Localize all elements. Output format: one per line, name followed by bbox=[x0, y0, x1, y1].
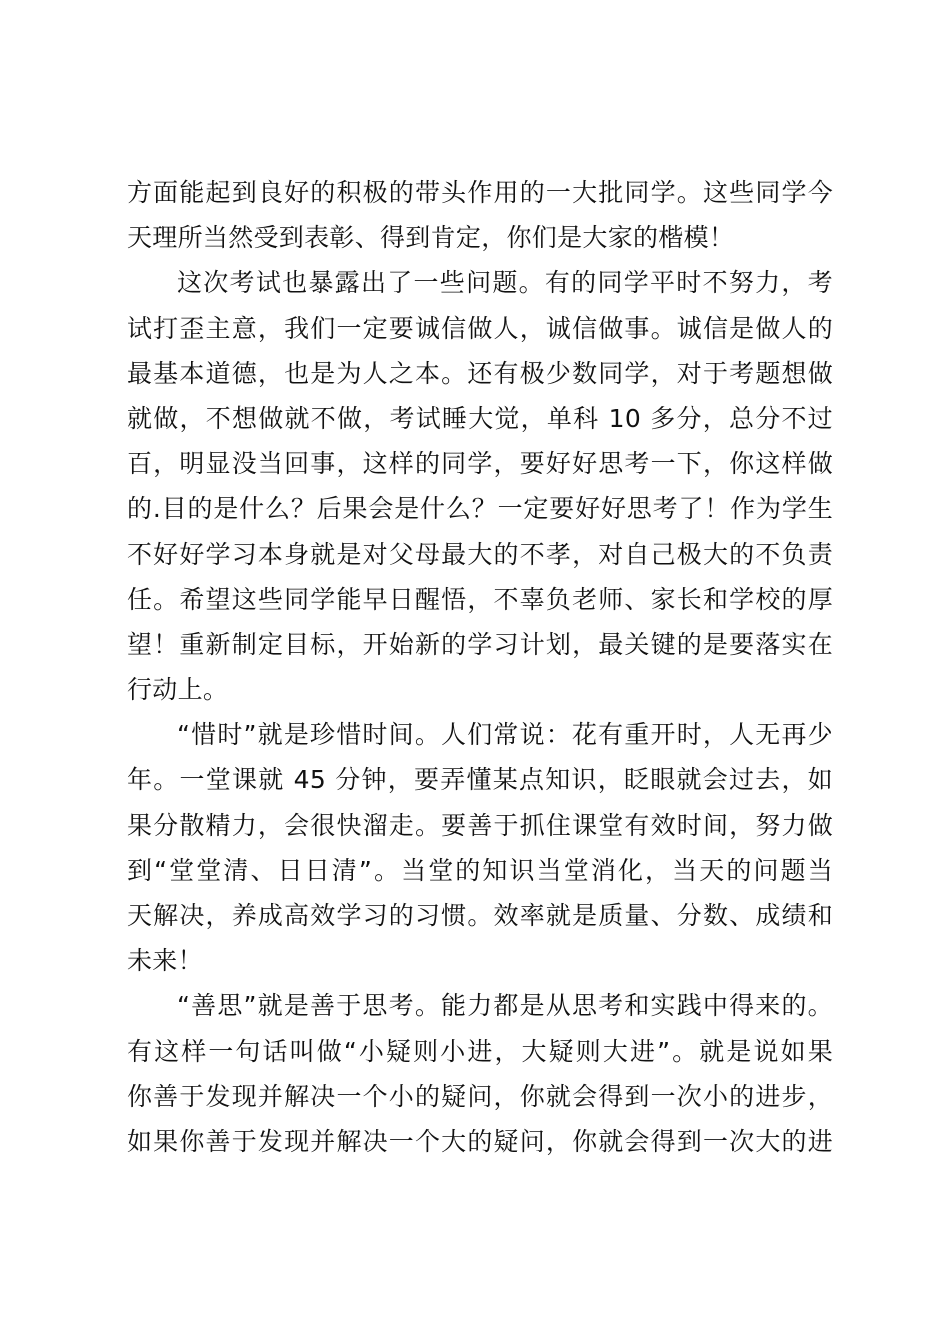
text-line: 不好好学习本身就是对父母最大的不孝，对自己极大的不负责 bbox=[127, 539, 833, 569]
text-line: “惜时”就是珍惜时间。人们常说：花有重开时，人无再少 bbox=[177, 720, 833, 750]
text-line: 就做，不想做就不做，考试睡大觉，单科 10 多分，总分不过 bbox=[127, 403, 833, 433]
paragraph-1 bbox=[127, 170, 833, 260]
text-line: 任。希望这些同学能早日醒悟，不辜负老师、家长和学校的厚 bbox=[127, 584, 833, 614]
text-line: 试打歪主意，我们一定要诚信做人，诚信做事。诚信是做人的 bbox=[127, 313, 833, 343]
text-line: 天解决，养成高效学习的习惯。效率就是质量、分数、成绩和 bbox=[127, 901, 833, 930]
text-line: 如果你善于发现并解决一个大的疑问，你就会得到一次大的进 bbox=[127, 1126, 833, 1156]
text-line: 望！重新制定目标，开始新的学习计划，最关键的是要落实在 bbox=[127, 629, 833, 659]
paragraph-4 bbox=[127, 983, 833, 1164]
text-line: 到“堂堂清、日日清”。当堂的知识当堂消化，当天的问题当 bbox=[127, 855, 833, 885]
text-line: 百，明显没当回事，这样的同学，要好好思考一下，你这样做 bbox=[127, 449, 833, 479]
text-line: 最基本道德，也是为人之本。还有极少数同学，对于考题想做 bbox=[127, 358, 833, 388]
text-line: 未来！ bbox=[127, 946, 203, 976]
text-line: 这次考试也暴露出了一些问题。有的同学平时不努力，考 bbox=[177, 268, 833, 298]
text-line: 方面能起到良好的积极的带头作用的一大批同学。这些同学今 bbox=[127, 178, 833, 207]
document-page bbox=[127, 170, 833, 1164]
paragraph-2 bbox=[127, 260, 833, 712]
text-line: 年。一堂课就 45 分钟，要弄懂某点知识，眨眼就会过去，如 bbox=[127, 765, 833, 795]
text-line: 果分散精力，会很快溜走。要善于抓住课堂有效时间，努力做 bbox=[127, 810, 833, 840]
text-line: 你善于发现并解决一个小的疑问，你就会得到一次小的进步， bbox=[127, 1081, 833, 1111]
text-line: 有这样一句话叫做“小疑则小进，大疑则大进”。就是说如果 bbox=[127, 1036, 833, 1066]
text-line: 天理所当然受到表彰、得到肯定，你们是大家的楷模！ bbox=[127, 223, 735, 253]
text-line: “善思”就是善于思考。能力都是从思考和实践中得来的。 bbox=[177, 991, 833, 1021]
paragraph-3 bbox=[127, 712, 833, 983]
text-line: 行动上。 bbox=[127, 675, 229, 705]
text-line: 的.目的是什么？后果会是什么？一定要好好思考了！作为学生 bbox=[127, 494, 833, 524]
